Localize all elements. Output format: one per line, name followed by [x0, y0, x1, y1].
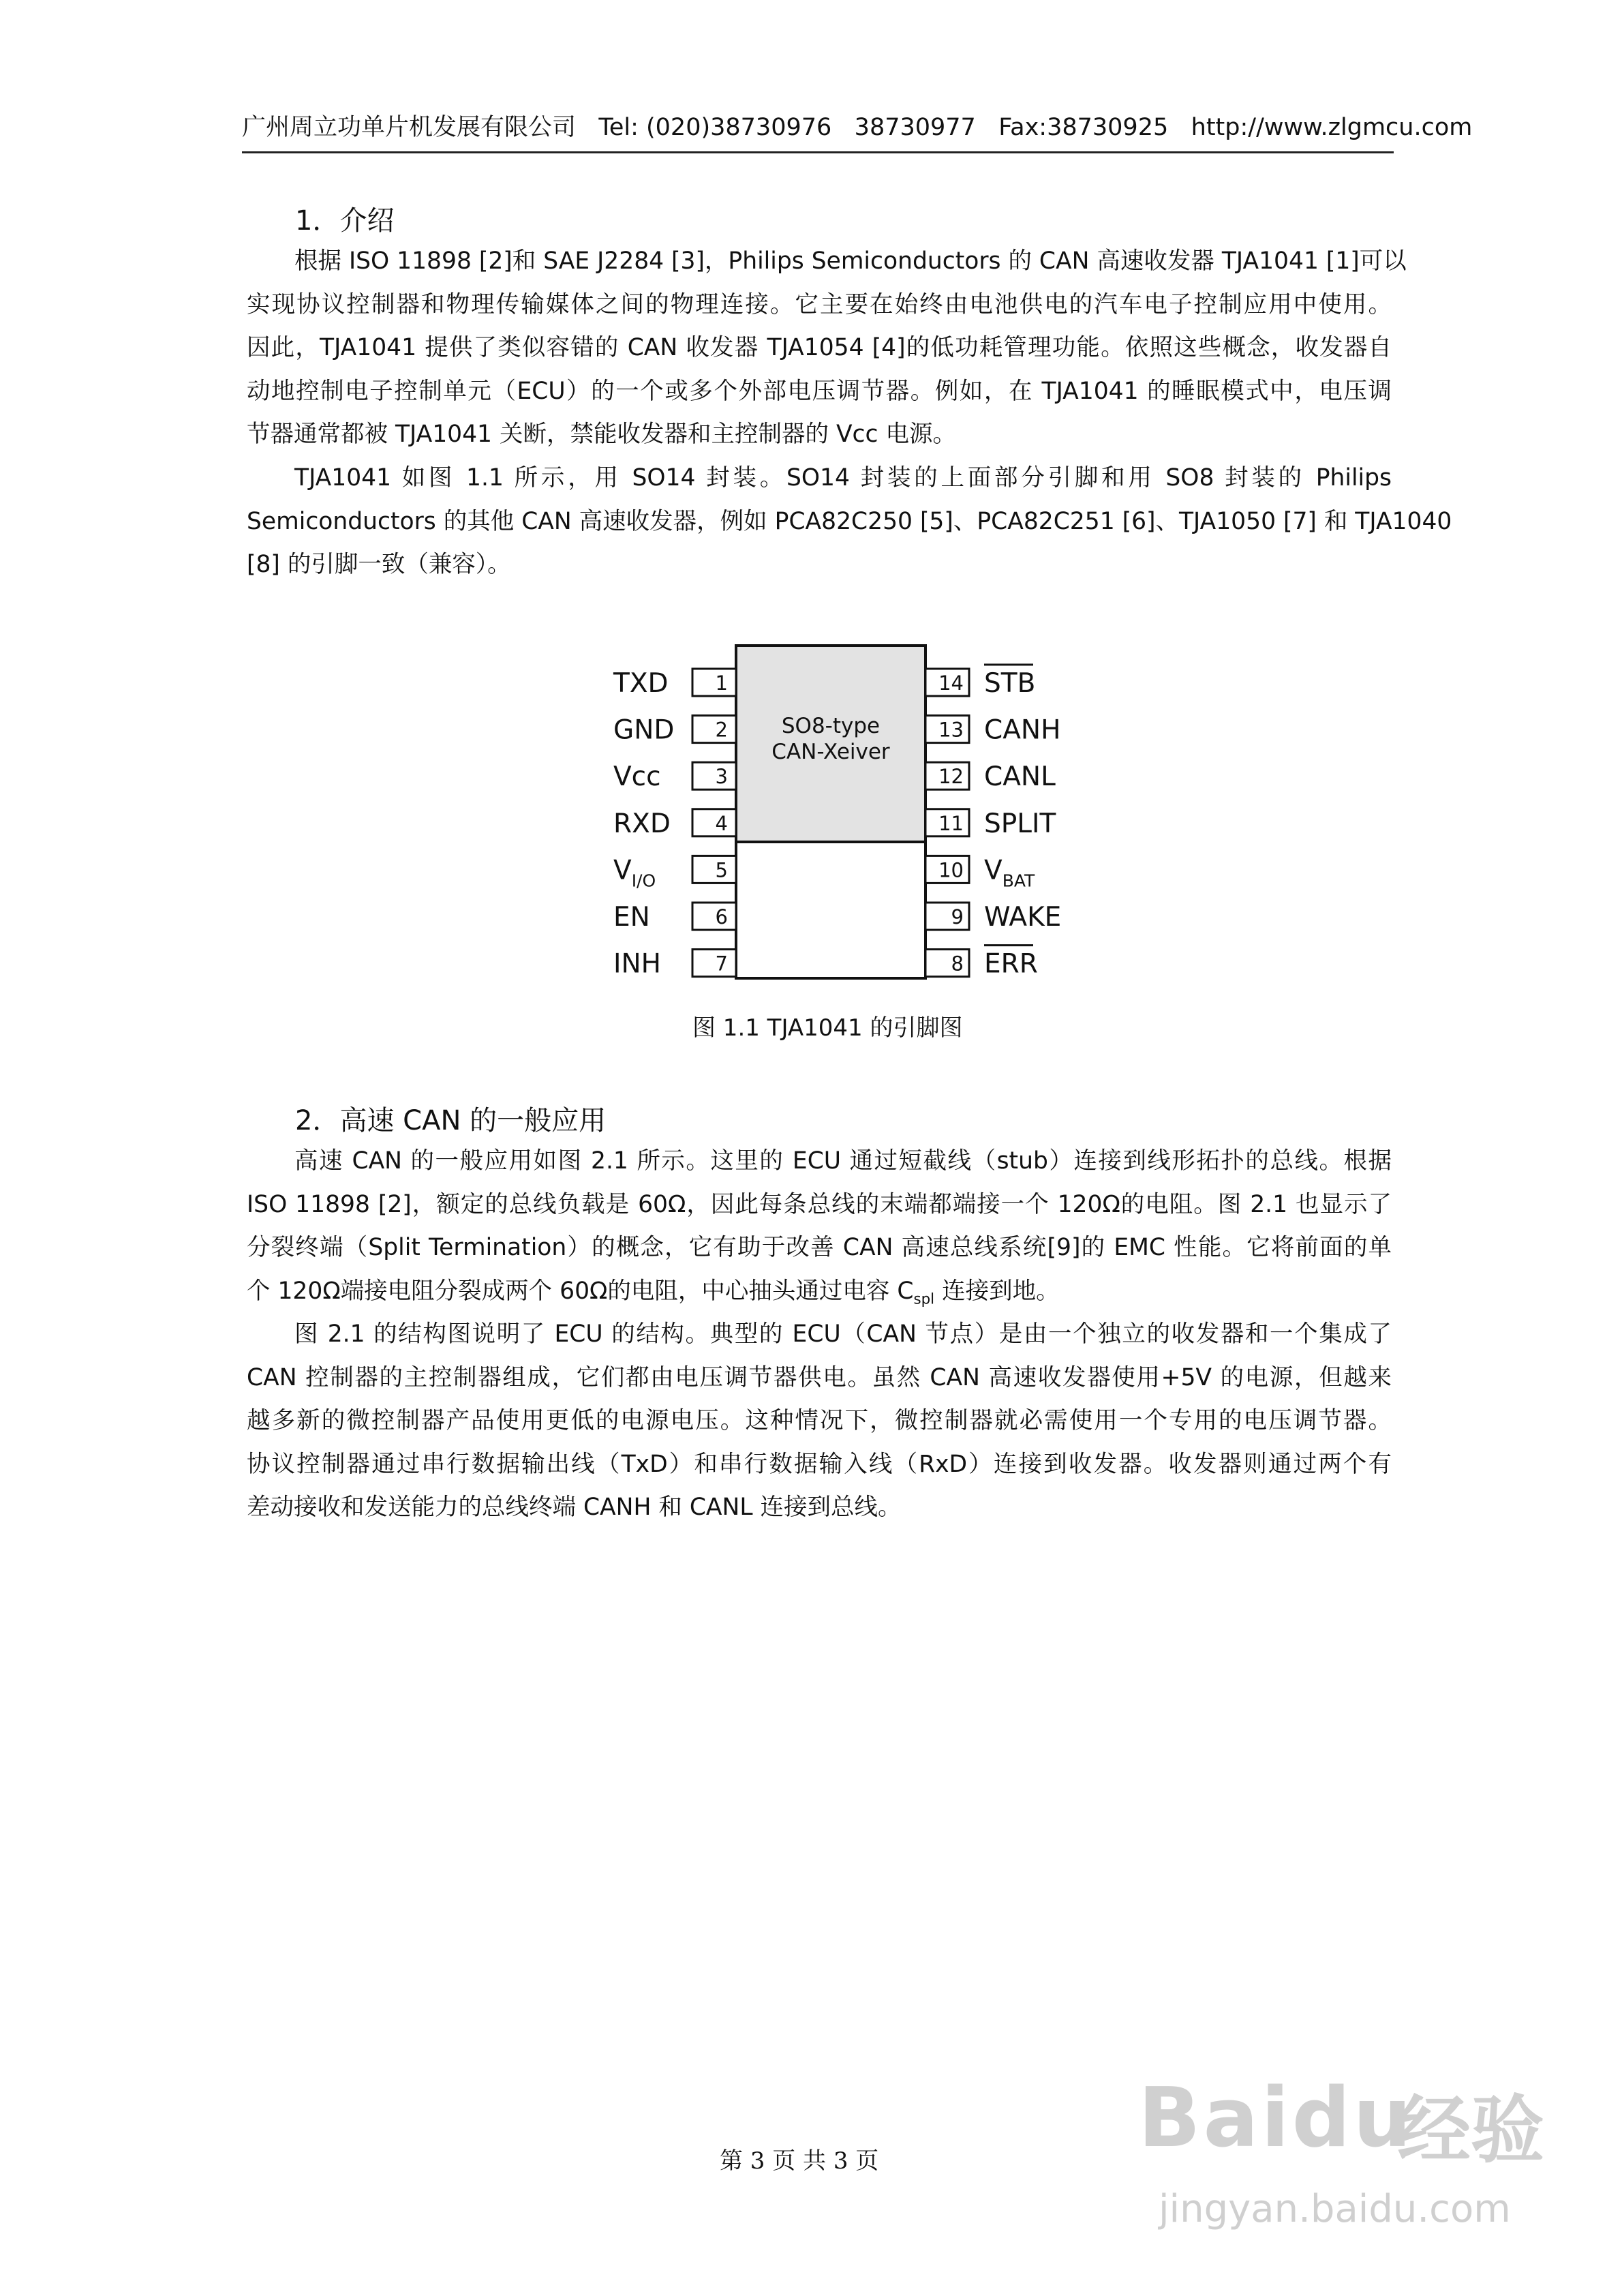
page-header [242, 110, 1473, 145]
chip-label-line-2: CAN-Xeiver [771, 740, 890, 764]
pin-name: $V_{I/O}$ [613, 855, 656, 891]
capacitor-subscript: spl [913, 1290, 935, 1308]
pin-number: 13 [938, 718, 964, 742]
pin-box [692, 903, 736, 930]
header-tel: Tel: (020)38730976 [598, 114, 832, 141]
pin-number: 5 [715, 858, 728, 882]
pin-number: 8 [951, 952, 964, 976]
chip-body [736, 646, 925, 978]
paragraph-line: 协议控制器通过串行数据输出线（TxD）和串行数据输入线（RxD）连接到收发器。收发器则通过两个有 [247, 1450, 1392, 1478]
pin-name: ERR [984, 948, 1038, 980]
pin-number: 3 [715, 765, 728, 789]
pin-box [692, 950, 736, 977]
header-tel2: 38730977 [854, 114, 976, 141]
pin-name: Vcc [613, 761, 661, 793]
paragraph-line: 差动接收和发送能力的总线终端 CANH 和 CANL 连接到总线。 [247, 1494, 902, 1521]
section-2-title: 2．高速 CAN 的一般应用 [295, 1105, 607, 1136]
pin-name: SPLIT [984, 808, 1056, 839]
section-1-paragraph-1 [247, 240, 1407, 457]
watermark-url: jingyan.baidu.com [1159, 2187, 1511, 2231]
pin-number: 7 [715, 952, 728, 976]
pin-name: STB [984, 668, 1036, 699]
pin-name-subscript: BAT [1002, 871, 1035, 891]
header-divider [242, 151, 1394, 153]
pin-number: 4 [715, 811, 728, 835]
paragraph-line: CAN 控制器的主控制器组成，它们都由电压调节器供电。虽然 CAN 高速收发器使用+5V 的电源，但越来 [247, 1363, 1392, 1391]
right-pin-group [925, 665, 1061, 980]
paragraph-line: 动地控制电子控制单元（ECU）的一个或多个外部电压调节器。例如，在 TJA1041 的睡眠模式中，电压调 [247, 377, 1392, 405]
pin-box [692, 856, 736, 883]
paragraph-line: 根据 ISO 11898 [2]和 SAE J2284 [3]，Philips Semiconductors 的 CAN 高速收发器 TJA1041 [1]可以 [294, 247, 1407, 275]
pin-name: CANL [984, 761, 1056, 793]
watermark-brand: Baidu [1138, 2071, 1414, 2166]
pin-number: 11 [938, 811, 964, 835]
pin-name: $V_{BAT}$ [984, 855, 1035, 891]
pin-number: 6 [715, 905, 728, 928]
pin-box [692, 809, 736, 836]
pin-name: GND [613, 714, 675, 746]
figure-caption: 图 1.1 TJA1041 的引脚图 [692, 1014, 963, 1042]
section-2-paragraph-2 [247, 1313, 1392, 1530]
paragraph-line: [8] 的引脚一致（兼容）。 [247, 551, 511, 578]
pin-number: 9 [951, 905, 964, 928]
header-company: 广州周立功单片机发展有限公司 [242, 114, 577, 141]
paragraph-text: 连接到地。 [934, 1277, 1060, 1305]
pin-number: 12 [938, 765, 964, 789]
paragraph-line: 越多新的微控制器产品使用更低的电源电压。这种情况下，微控制器就必需使用一个专用的电压调节器。 [247, 1407, 1392, 1434]
paragraph-line: 高速 CAN 的一般应用如图 2.1 所示。这里的 ECU 通过短截线（stub）连接到线形拓扑的总线。根据 [294, 1147, 1392, 1175]
paragraph-line: 因此，TJA1041 提供了类似容错的 CAN 收发器 TJA1054 [4]的低功耗管理功能。依照这些概念，收发器自 [247, 334, 1392, 361]
pinout-diagram [600, 637, 1090, 999]
pin-number: 2 [715, 718, 728, 742]
paragraph-line: TJA1041 如图 1.1 所示，用 SO14 封装。SO14 封装的上面部分引脚和用 SO8 封装的 Philips [294, 464, 1392, 492]
paragraph-line: 分裂终端（Split Termination）的概念，它有助于改善 CAN 高速总线系统[9]的 EMC 性能。它将前面的单 [247, 1234, 1392, 1261]
paragraph-line: Semiconductors 的其他 CAN 高速收发器，例如 PCA82C250 [5]、PCA82C251 [6]、TJA1050 [7] 和 TJA1040 [247, 507, 1452, 535]
pin-box [692, 716, 736, 743]
header-url[interactable]: http://www.zlgmcu.com [1191, 114, 1473, 141]
pin-number: 14 [938, 671, 964, 695]
pin-box [692, 669, 736, 696]
pin-box [692, 762, 736, 789]
left-pin-group [613, 668, 736, 980]
pin-name: CANH [984, 714, 1061, 746]
section-1-title: 1．介绍 [295, 205, 395, 237]
baidu-jingyan-watermark [1131, 2051, 1545, 2255]
chip-lower-section [736, 842, 925, 978]
pin-name: TXD [613, 668, 669, 699]
header-fax: Fax:38730925 [998, 114, 1169, 141]
watermark-brand-cn: 经验 [1397, 2088, 1545, 2173]
section-1-paragraph-2 [247, 457, 1452, 587]
pin-name: RXD [613, 808, 671, 839]
pin-number: 1 [715, 671, 728, 695]
paragraph-line: ISO 11898 [2]，额定的总线负载是 60Ω，因此每条总线的末端都端接一个 120Ω的电阻。图 2.1 也显示了 [247, 1190, 1392, 1218]
paragraph-text: 个 120Ω端接电阻分裂成两个 60Ω的电阻，中心抽头通过电容 C [247, 1277, 914, 1305]
page-footer: 第 3 页 共 3 页 [720, 2147, 879, 2175]
paragraph-line: 节器通常都被 TJA1041 关断，禁能收发器和主控制器的 Vcc 电源。 [247, 421, 956, 448]
pin-number: 10 [938, 858, 964, 882]
paragraph-line: 实现协议控制器和物理传输媒体之间的物理连接。它主要在始终由电池供电的汽车电子控制应用中使用。 [247, 290, 1392, 318]
pin-name: EN [613, 902, 650, 933]
paragraph-line: 图 2.1 的结构图说明了 ECU 的结构。典型的 ECU（CAN 节点）是由一个独立的收发器和一个集成了 [294, 1320, 1392, 1348]
section-2-paragraph-1 [247, 1140, 1392, 1320]
pin-name: WAKE [984, 902, 1062, 933]
pin-name-subscript: I/O [631, 871, 656, 891]
pin-name: INH [613, 948, 662, 980]
chip-label-line-1: SO8-type [781, 714, 881, 738]
